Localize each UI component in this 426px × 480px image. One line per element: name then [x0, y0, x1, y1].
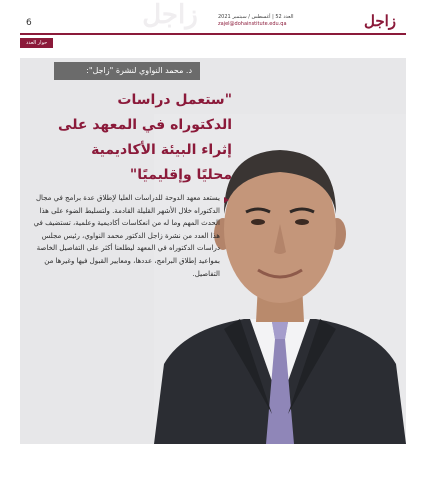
- article-panel: [20, 58, 406, 444]
- issue-line: العدد 52 | أغسطس / سبتمبر 2021: [218, 14, 294, 20]
- issue-email: zajel@dohainstitute.edu.qa: [218, 21, 287, 27]
- watermark-logo: زاجل: [142, 0, 198, 30]
- issue-info: [218, 14, 348, 28]
- zajel-logo: زاجل: [363, 12, 397, 30]
- intro-paragraph: يستعد معهد الدوحة للدراسات العليا لإطلاق عدة برامج في مجال الدكتوراه خلال الأشهر القليلة القادمة. ولتسليط الضوء على هذا الحدث المهم وما له من انعكاسات أكاديمية وعلمية، تستضيف في هذا العدد من نشرة زاجل الدكتور محمد النواوي، رئيس مجلس دراسات الدكتوراه في المعهد ليطلعنا أكثر على التفاصيل الخاصة بمواعيد إطلاق البرامج، عددها، ومعايير القبول فيها وغيرها من التفاصيل.: [33, 194, 220, 278]
- header-rule: [20, 33, 406, 35]
- intro-marker-icon: [224, 197, 229, 203]
- author-bar: د. محمد النواوي لنشرة "زاجل":: [54, 62, 200, 80]
- section-tag: حوار العدد: [20, 38, 53, 48]
- headline: "ستعمل دراسات الدكتوراه في المعهد على إثراء البيئة الأكاديمية محليًا وإقليميًا": [58, 92, 232, 183]
- page-number: 6: [26, 18, 32, 28]
